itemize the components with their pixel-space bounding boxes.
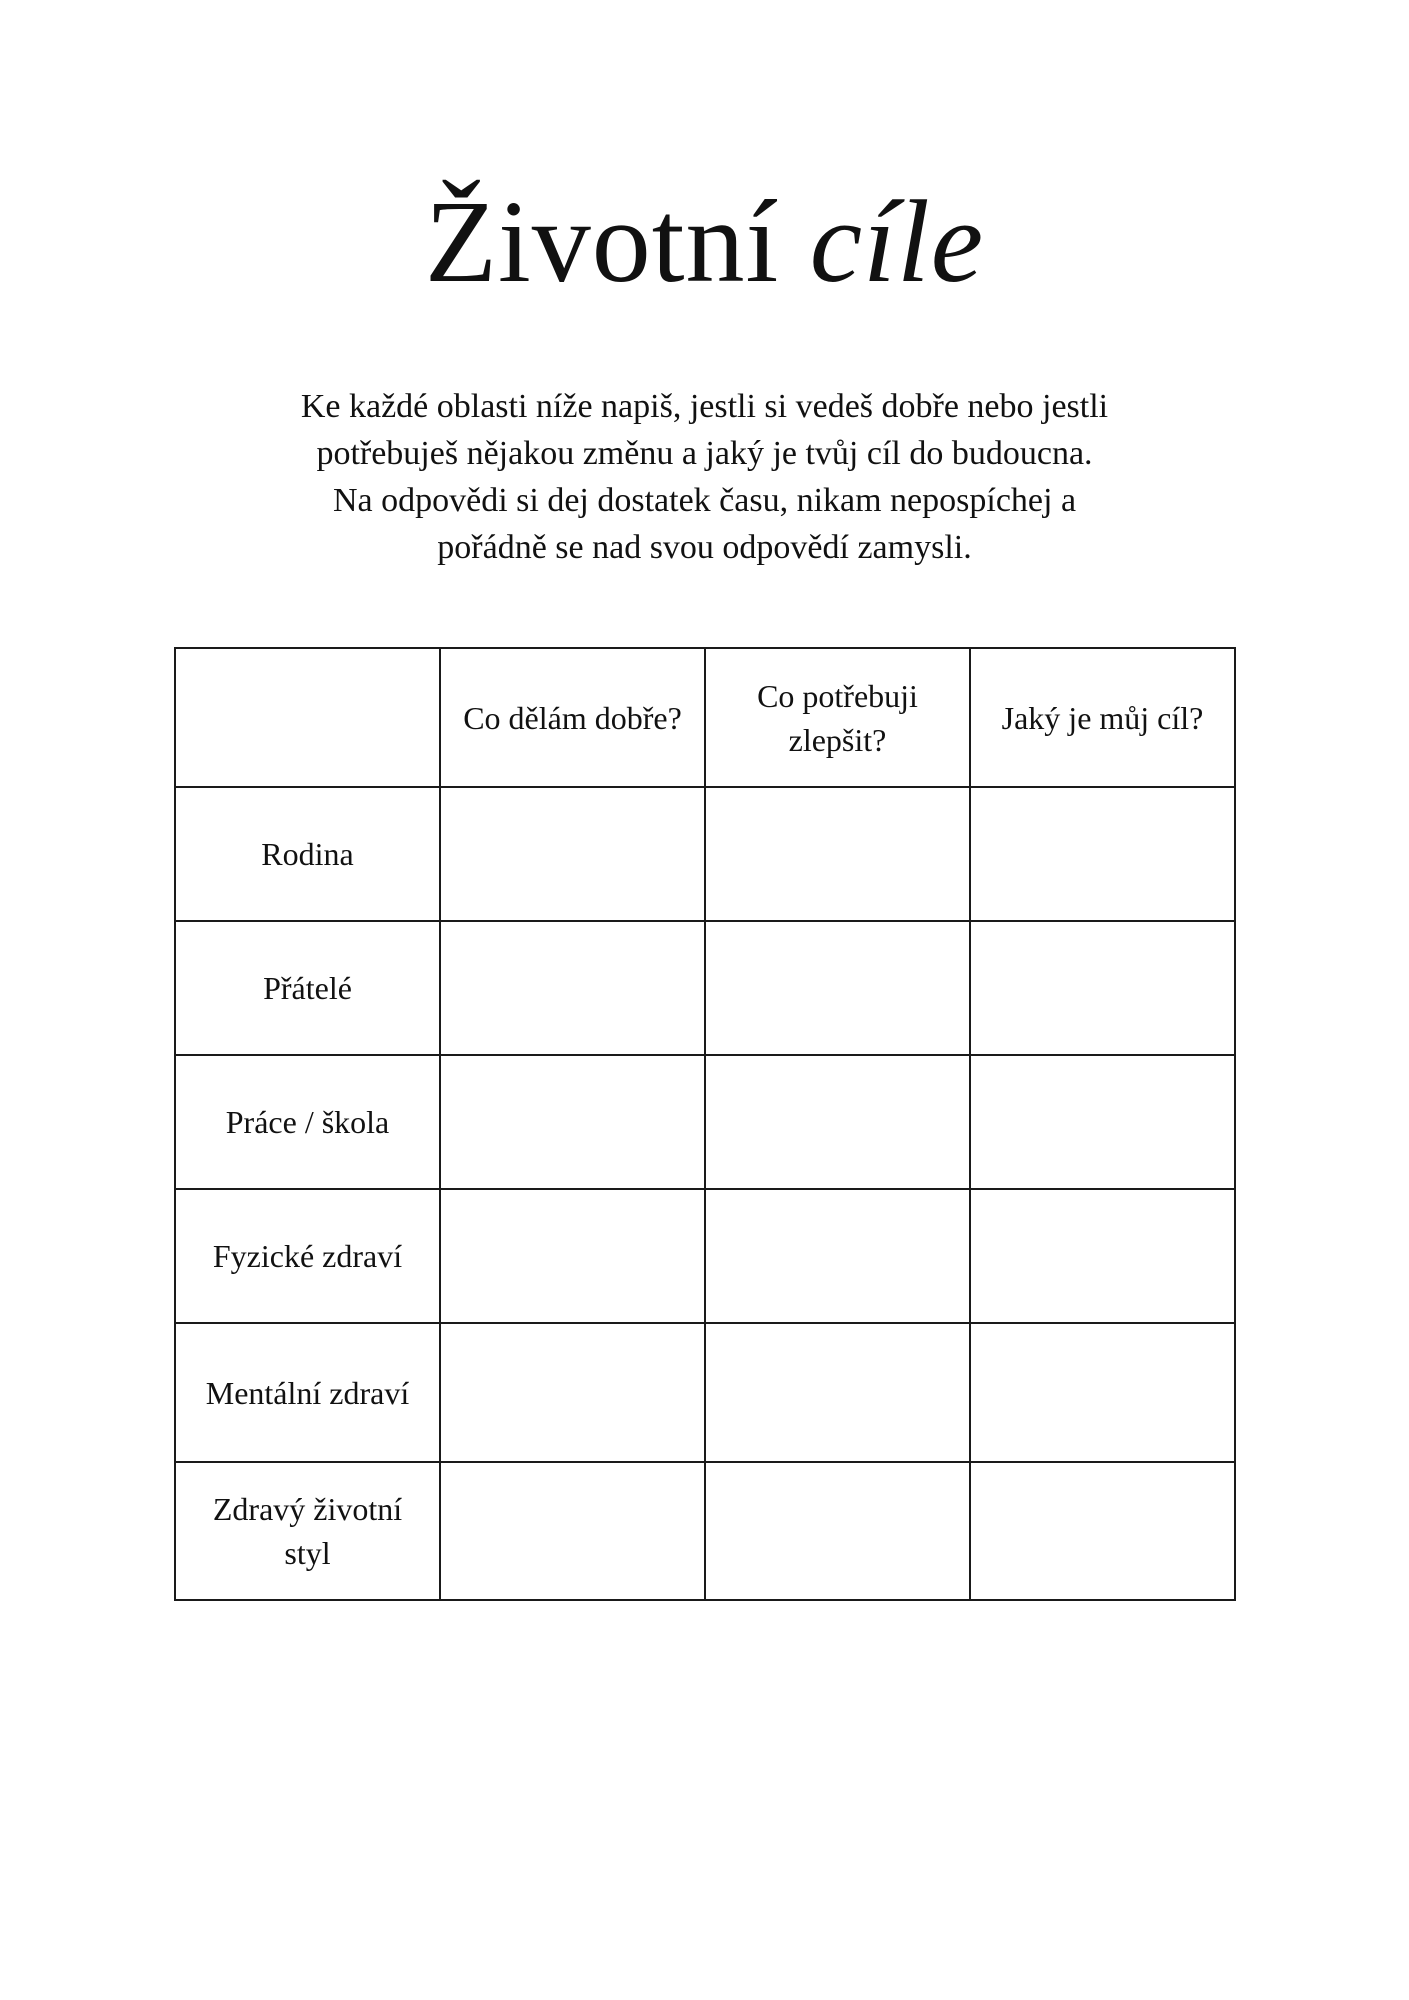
row-label-mental-health: Mentální zdraví — [175, 1323, 440, 1462]
instructions — [150, 383, 1259, 571]
goals-table — [174, 647, 1236, 1601]
answer-cell[interactable] — [705, 1323, 970, 1462]
answer-cell[interactable] — [970, 1462, 1235, 1600]
header-corner-cell — [175, 648, 440, 787]
answer-cell[interactable] — [705, 787, 970, 921]
answer-cell[interactable] — [440, 1462, 705, 1600]
answer-cell[interactable] — [705, 1189, 970, 1323]
table-row — [175, 787, 1235, 921]
table-row — [175, 1323, 1235, 1462]
table-row — [175, 1462, 1235, 1600]
answer-cell[interactable] — [705, 1055, 970, 1189]
row-label-work-school: Práce / škola — [175, 1055, 440, 1189]
table-header-row — [175, 648, 1235, 787]
answer-cell[interactable] — [970, 921, 1235, 1055]
row-label-physical-health: Fyzické zdraví — [175, 1189, 440, 1323]
title-emphasis: cíle — [809, 176, 985, 307]
table-row — [175, 1055, 1235, 1189]
header-cell-strengths: Co dělám dobře? — [440, 648, 705, 787]
table-row — [175, 921, 1235, 1055]
header-cell-improvements: Co potřebuji zlepšit? — [705, 648, 970, 787]
answer-cell[interactable] — [705, 921, 970, 1055]
answer-cell[interactable] — [970, 1323, 1235, 1462]
answer-cell[interactable] — [970, 1055, 1235, 1189]
instruction-line: Na odpovědi si dej dostatek času, nikam nepospíchej a — [332, 482, 1077, 519]
table-row — [175, 1189, 1235, 1323]
row-label-family: Rodina — [175, 787, 440, 921]
page-title — [0, 172, 1409, 312]
row-label-friends: Přátelé — [175, 921, 440, 1055]
instruction-line: Ke každé oblasti níže napiš, jestli si vedeš dobře nebo jestli — [300, 388, 1109, 425]
title-main: Životní — [424, 176, 780, 307]
instruction-line: potřebuješ nějakou změnu a jaký je tvůj cíl do budoucna. — [316, 435, 1093, 472]
row-label-healthy-lifestyle: Zdravý životní styl — [175, 1462, 440, 1600]
answer-cell[interactable] — [970, 787, 1235, 921]
answer-cell[interactable] — [440, 787, 705, 921]
answer-cell[interactable] — [440, 1189, 705, 1323]
header-cell-goal: Jaký je můj cíl? — [970, 648, 1235, 787]
answer-cell[interactable] — [440, 1323, 705, 1462]
answer-cell[interactable] — [970, 1189, 1235, 1323]
answer-cell[interactable] — [705, 1462, 970, 1600]
answer-cell[interactable] — [440, 921, 705, 1055]
instruction-line: pořádně se nad svou odpovědí zamysli. — [437, 529, 972, 566]
answer-cell[interactable] — [440, 1055, 705, 1189]
